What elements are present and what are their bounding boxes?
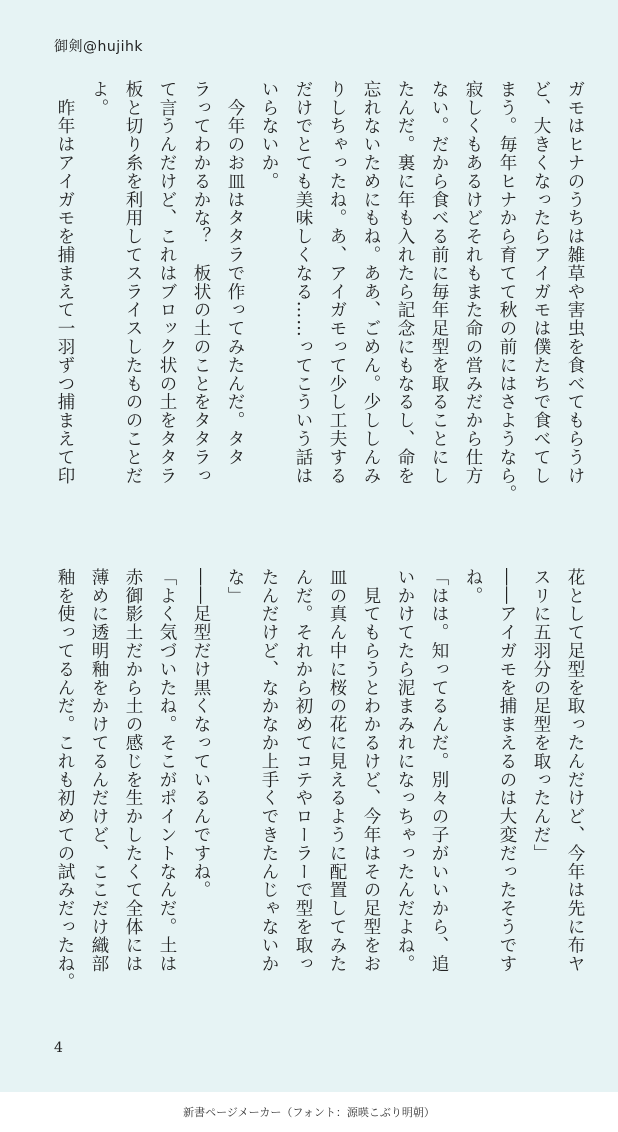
text-line: 薄めに透明釉をかけてるんだけど、ここだけ織部 [89,568,109,973]
text-line: ガモはヒナのうちは雑草や害虫を食べてもらうけ [565,80,585,485]
text-line: な」 [225,568,245,605]
text-line: 忘れないためにもね。ああ、ごめん。少ししんみ [361,80,381,485]
text-line: 見てもらうとわかるけど、今年はその足型をお [361,568,381,973]
text-line: スリに五羽分の足型を取ったんだ」 [531,568,551,863]
text-line: だけでとても美味しくなる……ってこういう話は [293,80,313,485]
text-line: て言うんだけど、これはブロック状の土をタタラ [157,80,177,485]
text-line: 「はは。知ってるんだ。別々の子がいいから、追 [429,568,449,973]
text-line: ない。だから食べる前に毎年足型を取ることにし [429,80,449,485]
text-line: たんだけど、なかなか上手くできたんじゃないか [259,568,279,973]
text-line: ど、大きくなったらアイガモは僕たちで食べてし [531,80,551,485]
text-line: 皿の真ん中に桜の花に見えるように配置してみた [327,568,347,973]
text-line: 花として足型を取ったんだけど、今年は先に布ヤ [565,568,585,973]
text-line: 寂しくもあるけどそれもまた命の営みだから仕方 [463,80,483,485]
page-number: 4 [54,1040,63,1056]
text-line: ――アイガモを捕まえるのは大変だったそうです [497,568,517,973]
text-line: ね。 [463,568,483,605]
text-line: りしちゃったね。あ、アイガモって少し工夫する [327,80,347,485]
text-line: 今年のお皿はタタラで作ってみたんだ。タタ [225,80,245,467]
text-block-top [48,80,592,550]
text-block-bottom [48,568,592,1023]
text-line: 「よく気づいたね。そこがポイントなんだ。土は [157,568,177,973]
text-line: 板と切り糸を利用してスライスしたもののことだ [123,80,143,485]
text-line: んだ。それから初めてコテやローラーで型を取っ [293,568,313,973]
text-line: いかけてたら泥まみれになっちゃったんだよね。 [395,568,415,973]
text-line: いらないか。 [259,80,279,191]
text-line: よ。 [89,80,109,117]
text-line: 釉を使ってるんだ。これも初めての試みだったね。 [55,568,75,992]
text-line: たんだ。裏に年も入れたら記念にもなるし、命を [395,80,415,485]
text-line: 赤御影土だから土の感じを生かしたくて全体には [123,568,143,973]
text-line: まう。毎年ヒナから育てて秋の前にはさようなら。 [497,80,517,504]
author-handle: 御剣@hujihk [54,39,144,55]
text-line: 昨年はアイガモを捕まえて一羽ずつ捕まえて印 [55,80,75,485]
text-line: ラってわかるかな？ 板状の土のことをタタラっ [191,80,211,485]
text-line: ――足型だけ黒くなっているんですね。 [191,568,211,900]
footer-credit: 新書ページメーカー（フォント：源暎こぶり明朝） [183,1106,435,1119]
